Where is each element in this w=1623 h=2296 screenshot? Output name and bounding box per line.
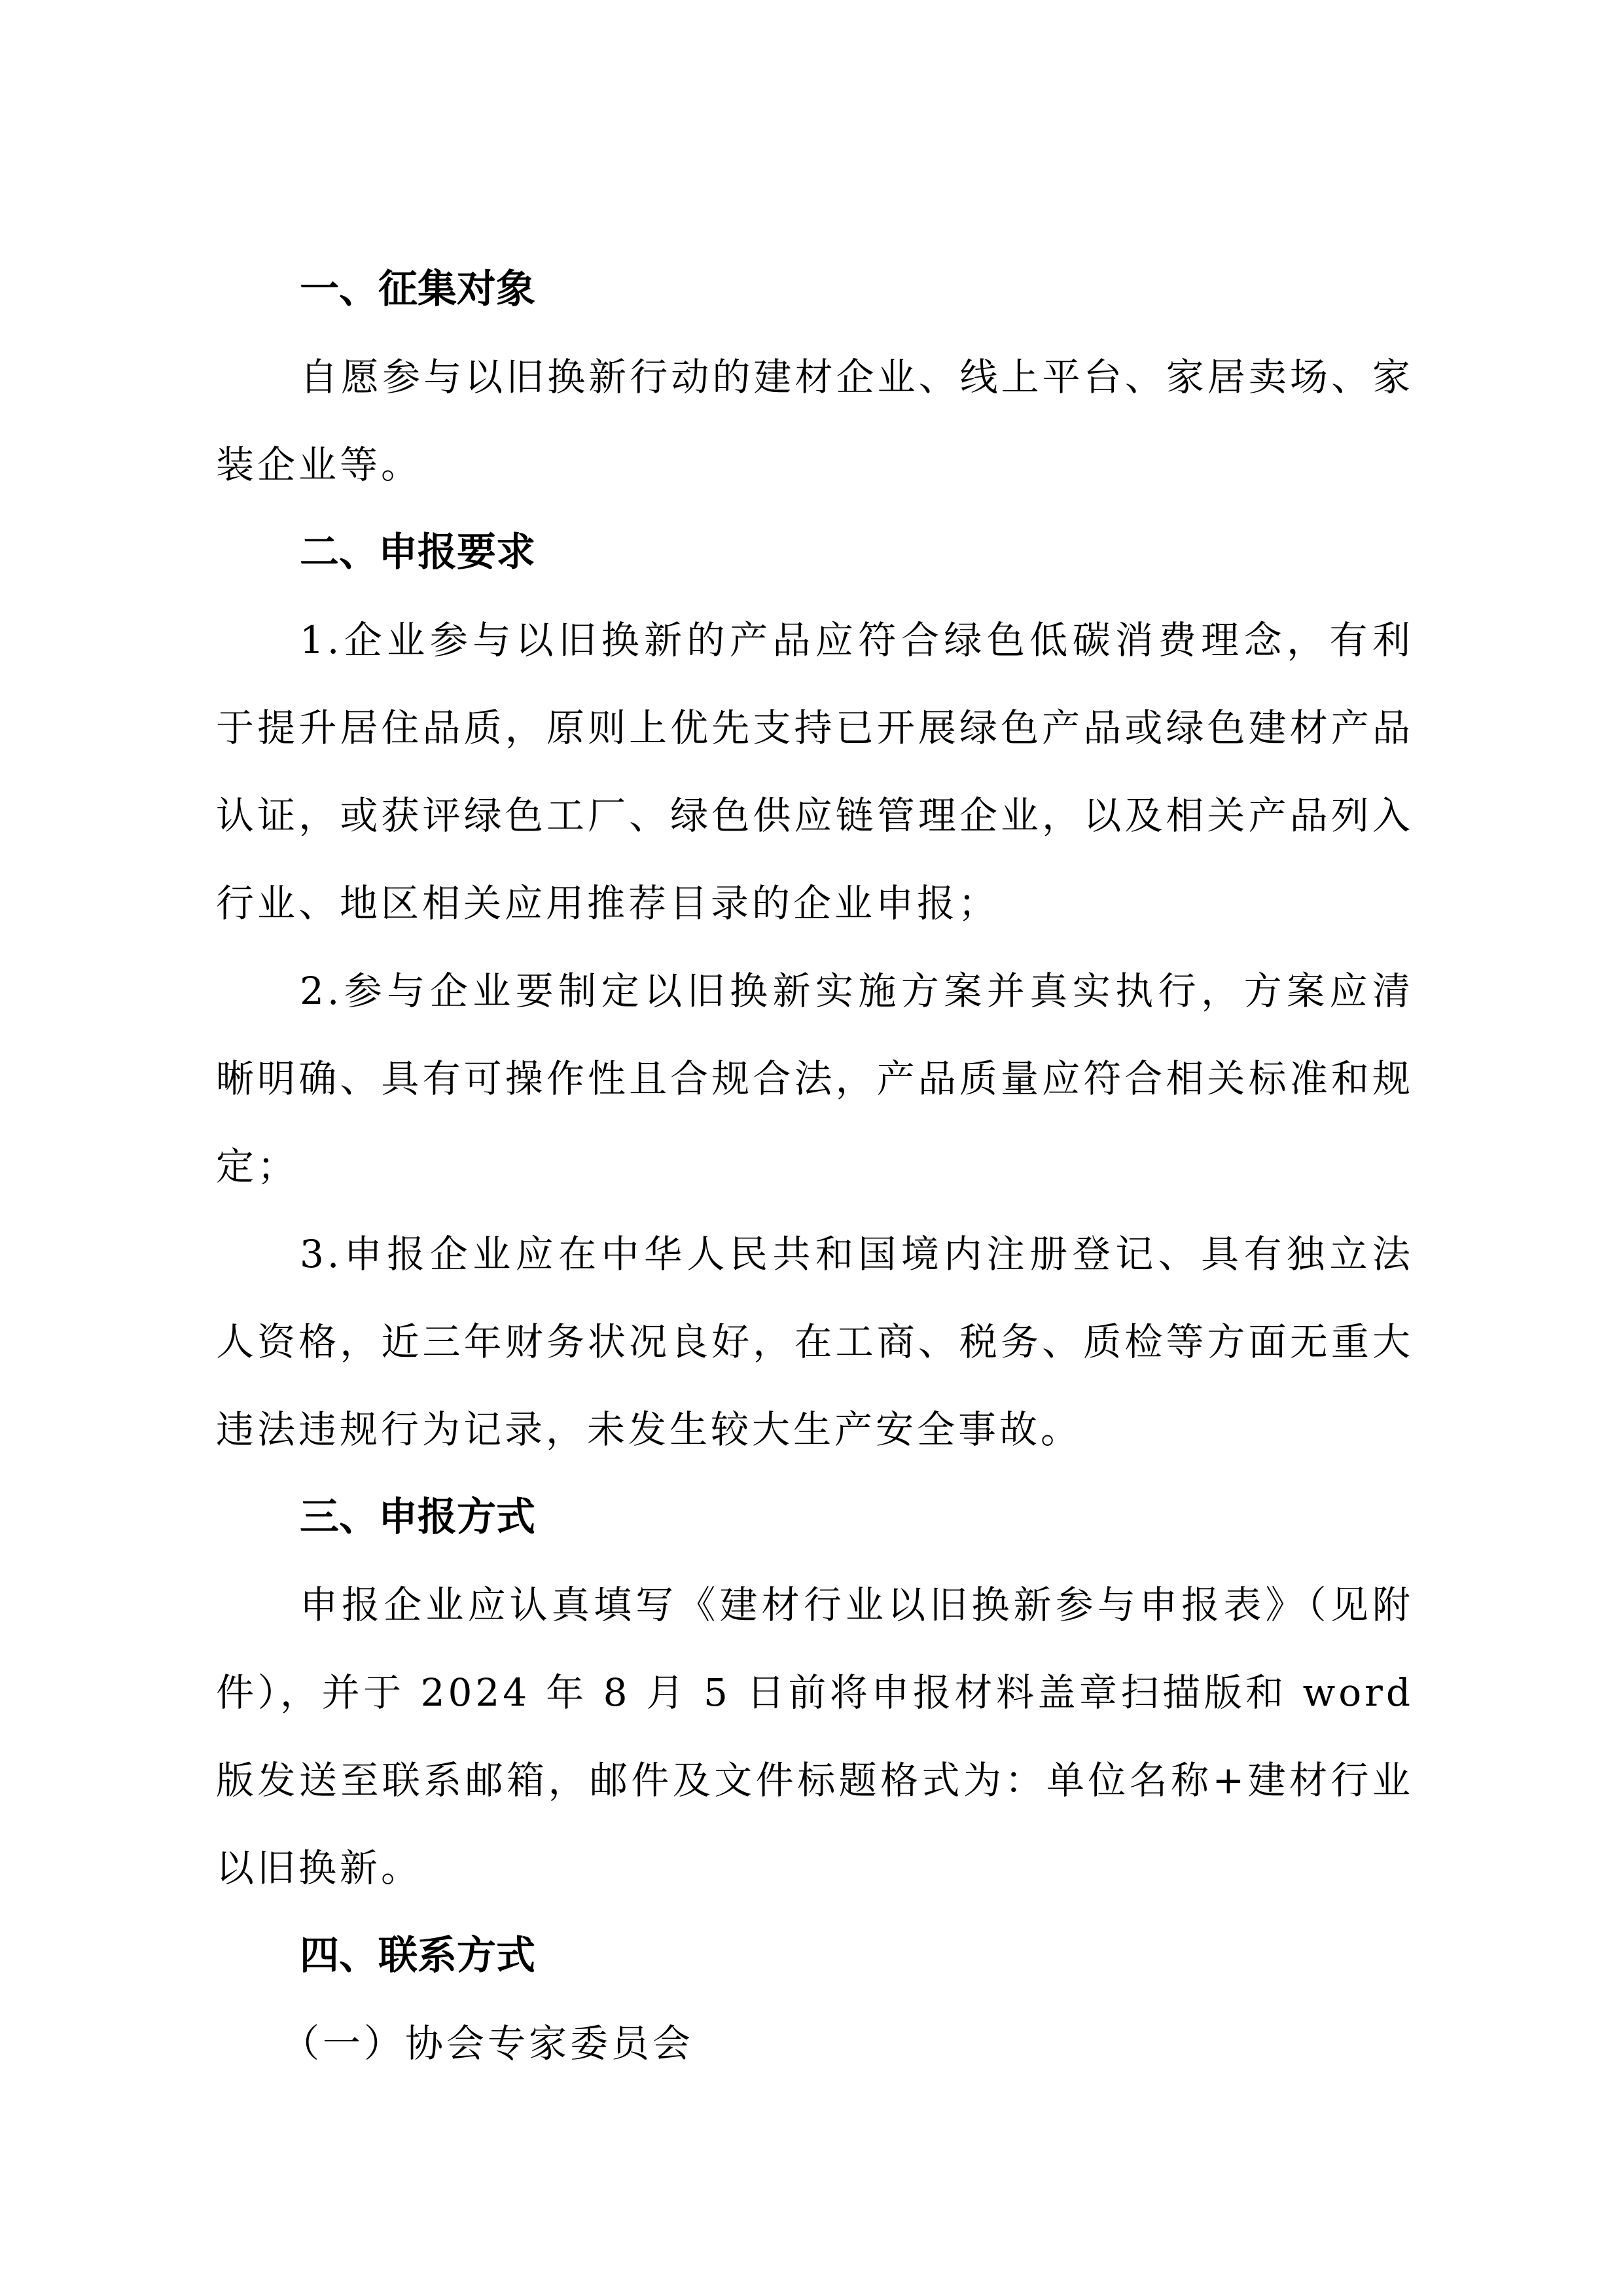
section-2-paragraph-3: 3.申报企业应在中华人民共和国境内注册登记、具有独立法人资格，近三年财务状况良好，在工商、税务、质检等方面无重大违法违规行为记录，未发生较大生产安全事故。 [216,1232,1414,1452]
section-2-paragraph-1: 1.企业参与以旧换新的产品应符合绿色低碳消费理念，有利于提升居住品质，原则上优先支持已开展绿色产品或绿色建材产品认证，或获评绿色工厂、绿色供应链管理企业，以及相关产品列入行业、地区相关应用推荐目录的企业申报； [216,618,1414,925]
document-body [216,245,1414,2087]
section-2-paragraph-2: 2.参与企业要制定以旧换新实施方案并真实执行，方案应清晰明确、具有可操作性且合规合法，产品质量应符合相关标准和规定； [216,969,1414,1189]
section-3-paragraph-1: 申报企业应认真填写《建材行业以旧换新参与申报表》（见附件），并于 2024 年 8 月 5 日前将申报材料盖章扫描版和 word 版发送至联系邮箱，邮件及文件标题格式为：单位名称+建材行业以旧换新。 [216,1583,1414,1890]
section-2-heading: 二、申报要求 [300,529,535,575]
section-3-heading: 三、申报方式 [300,1494,535,1540]
section-1-paragraph-1: 自愿参与以旧换新行动的建材企业、线上平台、家居卖场、家装企业等。 [216,355,1414,487]
section-4-heading: 四、联系方式 [300,1933,535,1979]
section-1-heading: 一、征集对象 [300,266,535,312]
section-4-subheading: （一）协会专家委员会 [281,2021,694,2066]
